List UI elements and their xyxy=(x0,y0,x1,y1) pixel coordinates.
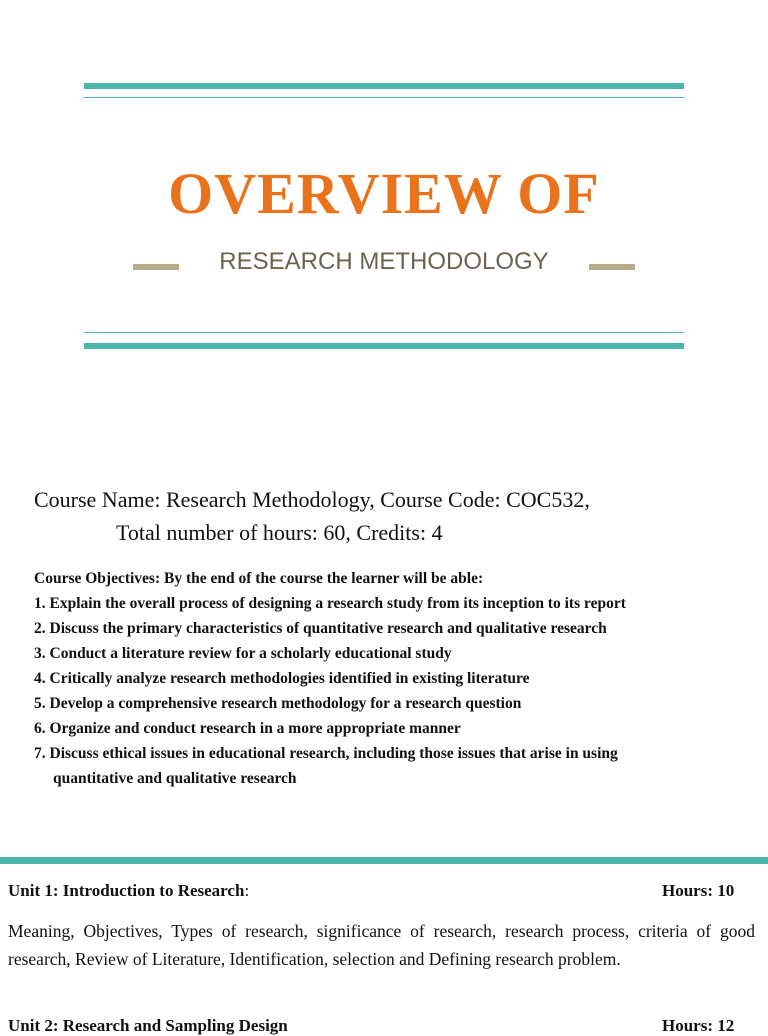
unit2-hours: Hours: 12 xyxy=(662,1016,735,1035)
objective-item-continued: quantitative and qualitative research xyxy=(53,770,297,787)
subtitle-dash-right xyxy=(589,264,635,270)
bottom-rule-thick xyxy=(84,343,684,349)
top-rule-thick xyxy=(84,83,684,89)
unit1-label: Unit 1: Introduction to Research xyxy=(8,881,245,900)
objectives-heading: Course Objectives: By the end of the course the learner will be able: xyxy=(34,570,484,587)
cover-title: OVERVIEW OF xyxy=(168,161,600,226)
objective-item: 7. Discuss ethical issues in educational research, including those issues that arise in using xyxy=(34,745,618,762)
objective-item: 3. Conduct a literature review for a scholarly educational study xyxy=(34,645,452,662)
cover-subtitle: RESEARCH METHODOLOGY xyxy=(219,248,549,275)
course-hours-line: Total number of hours: 60, Credits: 4 xyxy=(116,520,443,545)
unit1-heading xyxy=(8,881,249,901)
unit1-hours: Hours: 10 xyxy=(662,881,735,900)
unit1-body: Meaning, Objectives, Types of research, significance of research, research process, criteria of good research, Review of Literature, Identification, selection and Defining research problem. xyxy=(8,921,755,969)
unit1-colon: : xyxy=(244,881,250,900)
course-name-line: Course Name: Research Methodology, Course Code: COC532, xyxy=(34,487,590,512)
bottom-rule-thin xyxy=(84,332,684,333)
top-rule-thin xyxy=(84,97,684,98)
objective-item: 1. Explain the overall process of designing a research study from its inception to its report xyxy=(34,595,626,612)
objectives-block xyxy=(34,566,626,791)
objective-item: 5. Develop a comprehensive research methodology for a research question xyxy=(34,695,522,712)
page-separator xyxy=(0,857,768,864)
unit2-heading: Unit 2: Research and Sampling Design xyxy=(8,1016,288,1035)
objective-item: 6. Organize and conduct research in a more appropriate manner xyxy=(34,720,461,737)
objective-item: 4. Critically analyze research methodologies identified in existing literature xyxy=(34,670,530,687)
objective-item: 2. Discuss the primary characteristics of quantitative research and qualitative research xyxy=(34,620,607,637)
